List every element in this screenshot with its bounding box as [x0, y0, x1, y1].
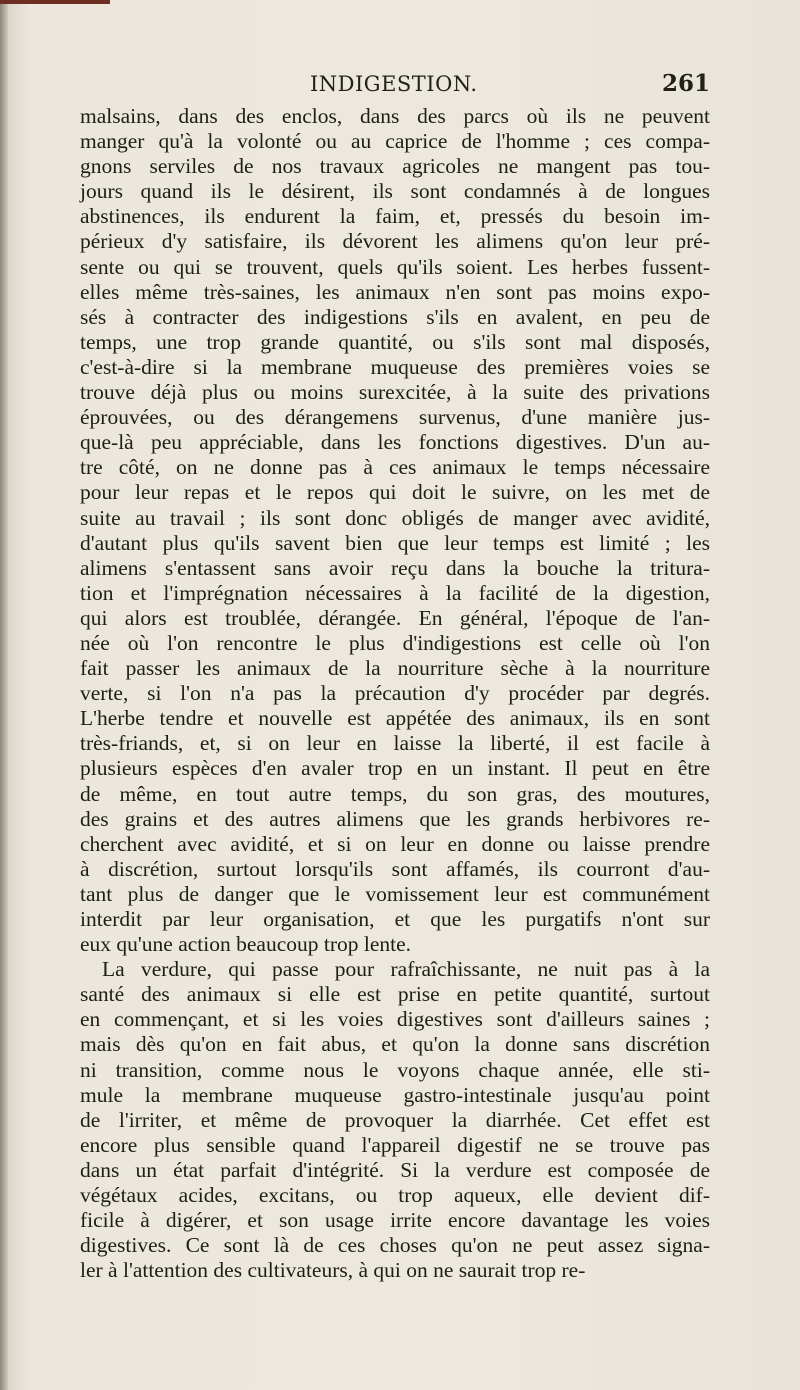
- text-line: très-friands, et, si on leur en laisse la liberté, il est facile à: [80, 731, 710, 756]
- text-line: de l'irriter, et même de provoquer la diarrhée. Cet effet est: [80, 1107, 710, 1132]
- text-line: sés à contracter des indigestions s'ils en avalent, en peu de: [80, 304, 710, 329]
- text-line: tre côté, on ne donne pas à ces animaux le temps nécessaire: [80, 455, 710, 480]
- top-edge-mark: [0, 0, 110, 4]
- spine-shadow: [0, 0, 8, 1390]
- text-line: éprouvées, ou des dérangemens survenus, d'une manière jus-: [80, 405, 710, 430]
- text-line: d'autant plus qu'ils savent bien que leur temps est limité ; les: [80, 530, 710, 555]
- text-line: gnons serviles de nos travaux agricoles ne mangent pas tou-: [80, 154, 710, 179]
- text-line: trouve déjà plus ou moins surexcitée, à la suite des privations: [80, 380, 710, 405]
- text-line: mais dès qu'on en fait abus, et qu'on la donne sans discrétion: [80, 1032, 710, 1057]
- text-line: des grains et des autres alimens que les grands herbivores re-: [80, 806, 710, 831]
- text-line: abstinences, ils endurent la faim, et, pressés du besoin im-: [80, 204, 710, 229]
- paragraph: [80, 104, 710, 957]
- text-line: sente ou qui se trouvent, quels qu'ils soient. Les herbes fussent-: [80, 254, 710, 279]
- text-line: alimens s'entassent sans avoir reçu dans la bouche la tritura-: [80, 555, 710, 580]
- page-header: [80, 70, 710, 104]
- running-head: INDIGESTION.: [310, 72, 478, 96]
- text-line: ler à l'attention des cultivateurs, à qui on ne saurait trop re-: [80, 1258, 586, 1283]
- text-line: L'herbe tendre et nouvelle est appétée des animaux, ils en sont: [80, 706, 710, 731]
- text-line: c'est-à-dire si la membrane muqueuse des premières voies se: [80, 354, 710, 379]
- text-line: de même, en tout autre temps, du son gras, des moutures,: [80, 781, 710, 806]
- text-line: interdit par leur organisation, et que les purgatifs n'ont sur: [80, 907, 710, 931]
- text-line: eux qu'une action beaucoup trop lente.: [80, 932, 412, 957]
- text-line: suite au travail ; ils sont donc obligés de manger avec avidité,: [80, 505, 710, 530]
- text-line: ni transition, comme nous le voyons chaque année, elle sti-: [80, 1057, 710, 1082]
- text-line: encore plus sensible quand l'appareil digestif ne se trouve pas: [80, 1132, 710, 1157]
- text-line: tant plus de danger que le vomissement leur est communément: [80, 881, 710, 906]
- text-line: verte, si l'on n'a pas la précaution d'y procéder par degrés.: [80, 681, 710, 706]
- text-line: cherchent avec avidité, et si on leur en donne ou laisse prendre: [80, 831, 710, 856]
- text-line: que-là peu appréciable, dans les fonctions digestives. D'un au-: [80, 430, 710, 455]
- text-line: pour leur repas et le repos qui doit le suivre, on les met de: [80, 480, 710, 505]
- text-line: temps, une trop grande quantité, ou s'ils sont mal disposés,: [80, 329, 710, 354]
- text-line: santé des animaux si elle est prise en petite quantité, surtout: [80, 982, 710, 1007]
- text-line: dans un état parfait d'intégrité. Si la verdure est composée de: [80, 1157, 710, 1182]
- text-line: digestives. Ce sont là de ces choses qu'on ne peut assez signa-: [80, 1233, 710, 1258]
- text-line: jours quand ils le désirent, ils sont condamnés à de longues: [80, 179, 710, 204]
- text-line: végétaux acides, excitans, ou trop aqueux, elle devient dif-: [80, 1183, 710, 1208]
- text-line: ficile à digérer, et son usage irrite encore davantage les voies: [80, 1208, 710, 1233]
- text-line: tion et l'imprégnation nécessaires à la facilité de la digestion,: [80, 580, 710, 605]
- text-line: mule la membrane muqueuse gastro-intestinale jusqu'au point: [80, 1082, 710, 1107]
- text-line: manger qu'à la volonté ou au caprice de l'homme ; ces compa-: [80, 129, 710, 154]
- text-line: fait passer les animaux de la nourriture sèche à la nourriture: [80, 656, 710, 681]
- text-line: plusieurs espèces d'en avaler trop en un instant. Il peut en être: [80, 756, 710, 781]
- text-line: La verdure, qui passe pour rafraîchissante, ne nuit pas à la: [102, 957, 710, 982]
- text-line: elles même très-saines, les animaux n'en sont pas moins expo-: [80, 279, 710, 304]
- body-text: [80, 104, 710, 1283]
- paragraph: [80, 957, 710, 1283]
- text-line: périeux d'y satisfaire, ils dévorent les alimens qu'on leur pré-: [80, 229, 710, 254]
- text-line: en commençant, et si les voies digestives sont d'ailleurs saines ;: [80, 1007, 710, 1032]
- text-line: qui alors est troublée, dérangée. En général, l'époque de l'an-: [80, 605, 710, 630]
- text-line: malsains, dans des enclos, dans des parcs où ils ne peuvent: [80, 104, 710, 128]
- text-line: née où l'on rencontre le plus d'indigestions est celle où l'on: [80, 630, 710, 655]
- page-number: 261: [661, 70, 710, 97]
- text-line: à discrétion, surtout lorsqu'ils sont affamés, ils courront d'au-: [80, 856, 710, 881]
